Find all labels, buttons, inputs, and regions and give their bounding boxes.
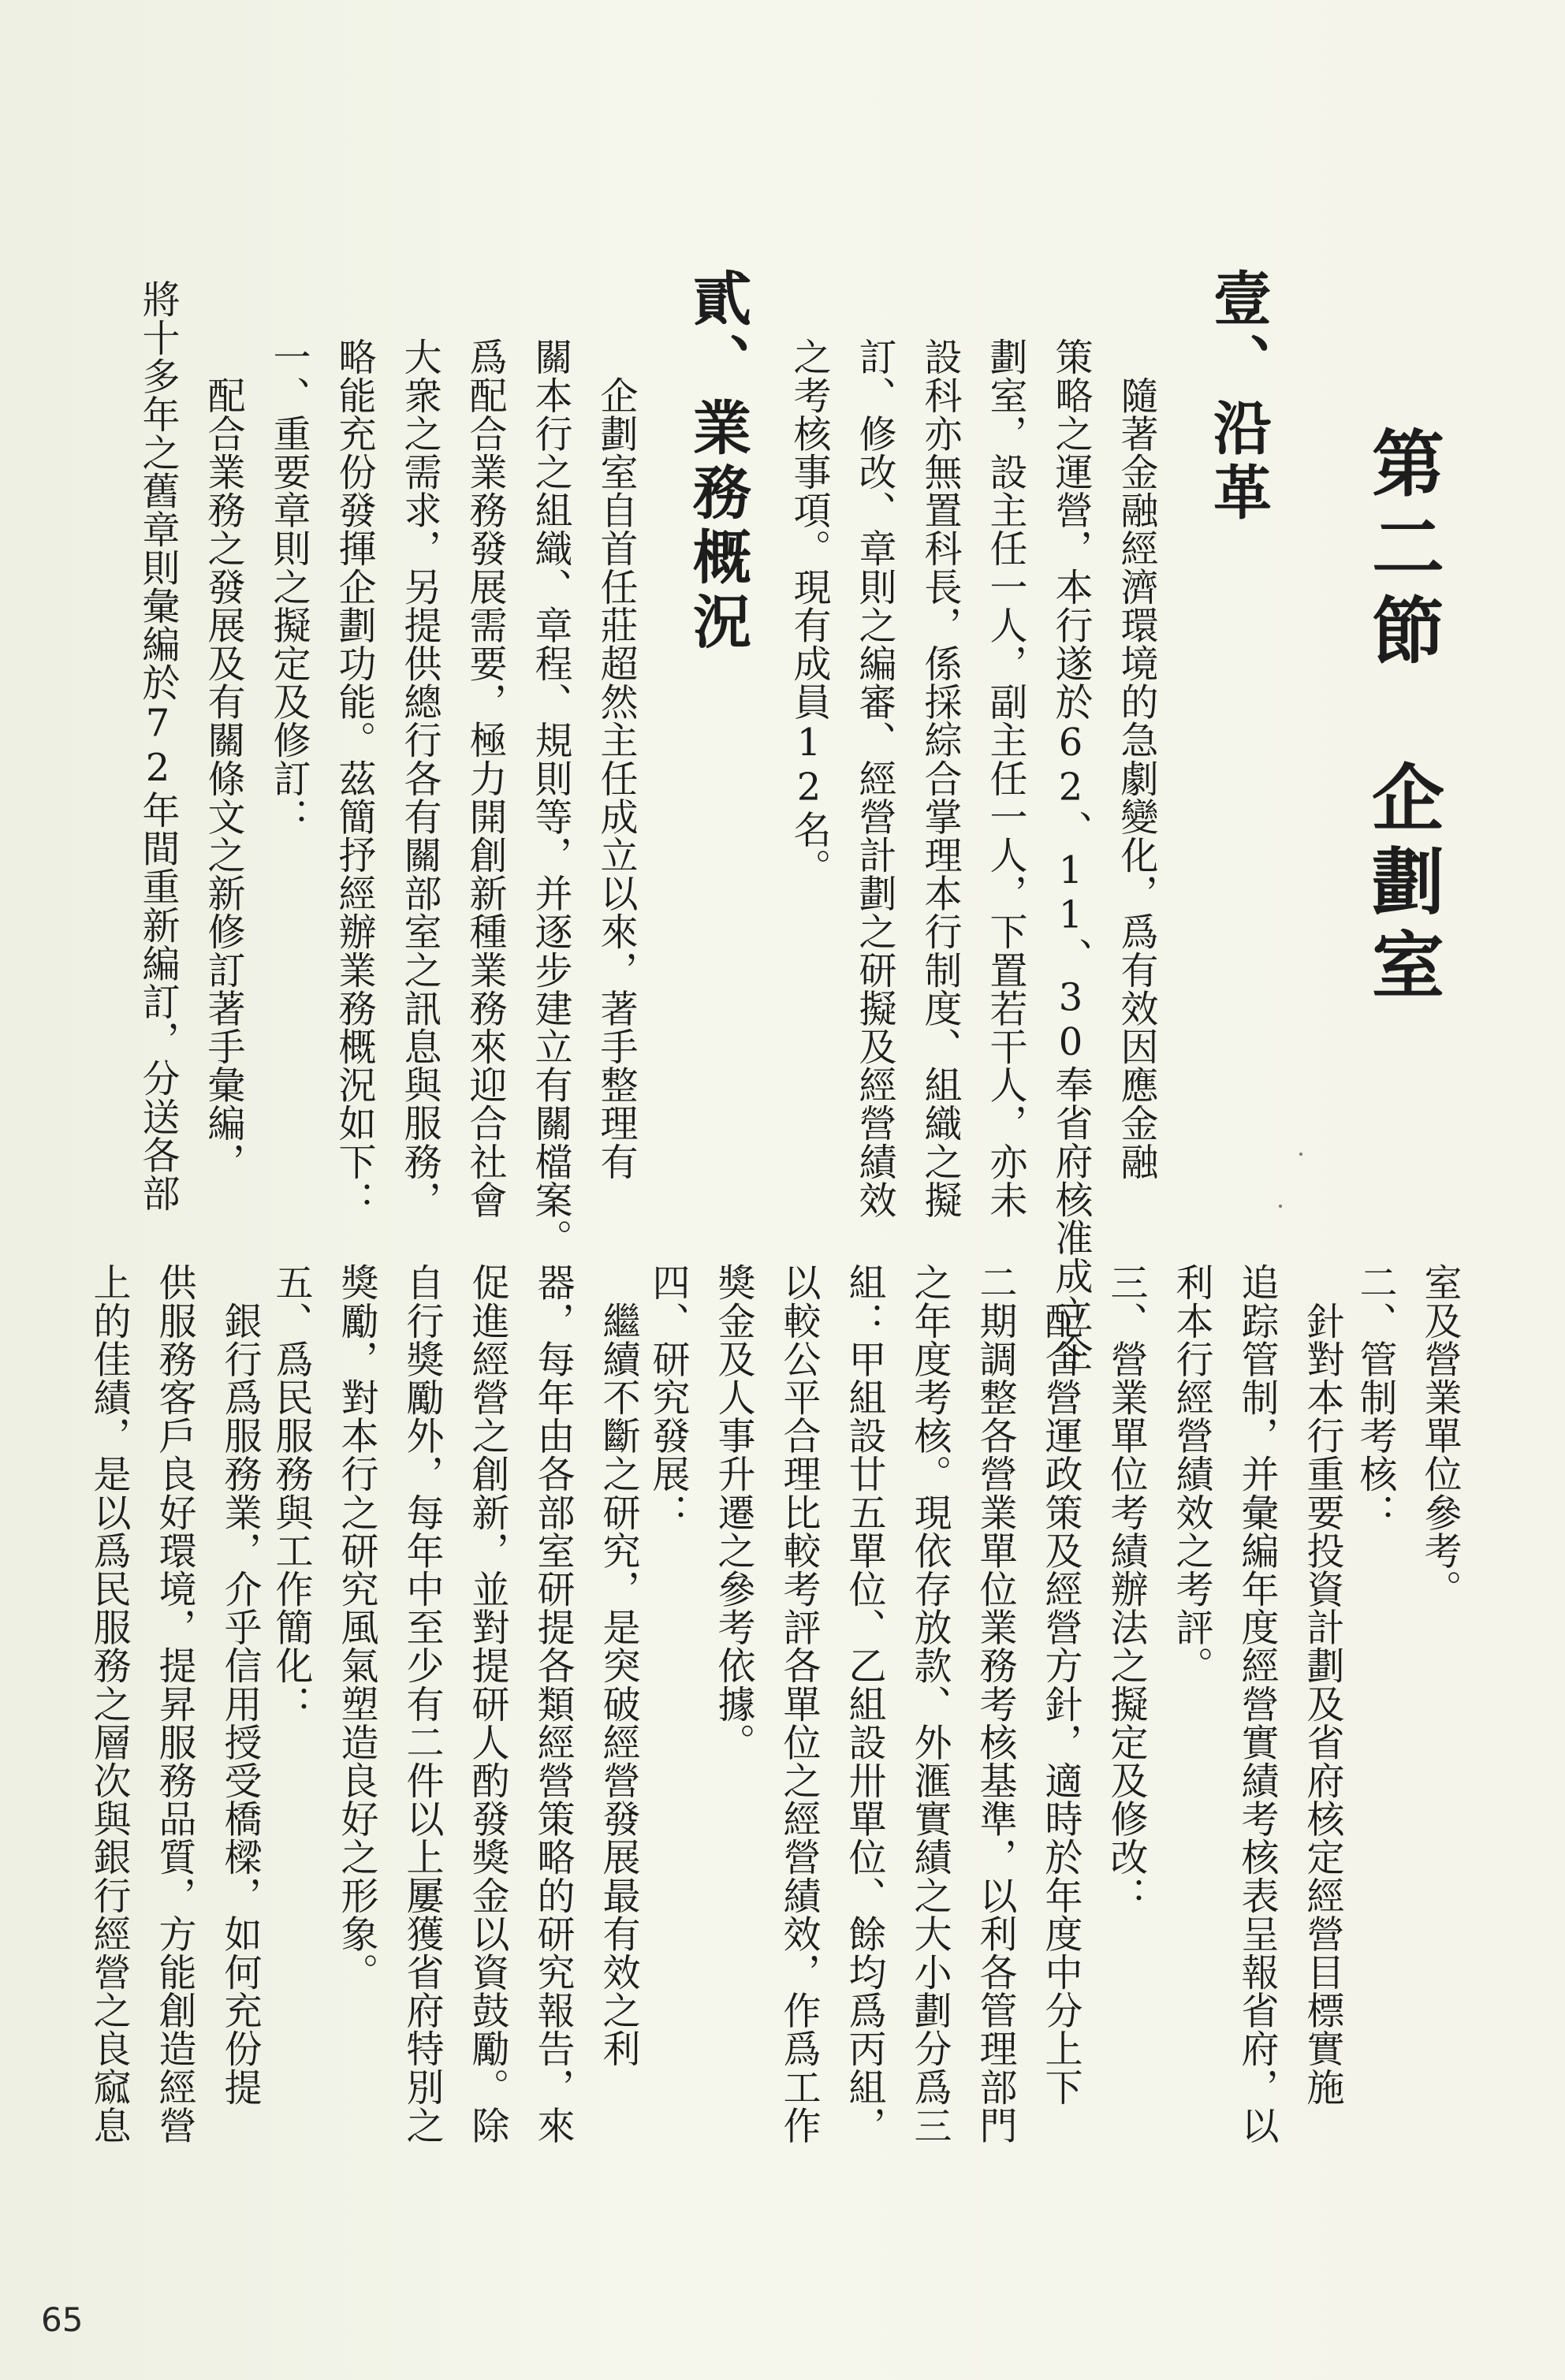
text-column: 大衆之需求，另提供總行各有關部室之訊息與服務， <box>397 337 442 1219</box>
text-column: 配合營運政策及經營方針，適時於年度中分上下 <box>1038 1263 1082 2106</box>
text-column: 四、研究發展： <box>646 1263 690 1532</box>
text-column: 自行獎勵外，每年中至少有二件以上屢獲省府特別之 <box>400 1263 444 2144</box>
text-column: 促進經營之創新，並對提研人酌發獎金以資鼓勵。除 <box>465 1263 509 2144</box>
section-heading-history: 壹、沿革 <box>1204 268 1272 527</box>
text-column: 銀行爲服務業，介乎信用授受橋樑，如何充份提 <box>218 1263 262 2106</box>
text-column: 獎勵，對本行之研究風氣塑造良好之形象。 <box>334 1263 378 1991</box>
text-column: 企劃室自首任莊超然主任成立以來，著手整理有 <box>594 337 638 1181</box>
text-column: 組：甲組設廿五單位、乙組設卅單位、餘均爲丙組， <box>842 1263 886 2144</box>
text-column: 略能充份發揮企劃功能。茲簡抒經辦業務概況如下： <box>332 337 376 1219</box>
text-column: 之考核事項。現有成員12名。 <box>787 337 831 887</box>
text-column: 上的佳績，是以爲民服務之層次與銀行經營之良窳息 <box>87 1263 131 2144</box>
text-column: 訂、修改、章則之編審、經營計劃之研擬及經營績效 <box>852 337 896 1219</box>
text-column: 繼續不斷之研究，是突破經營發展最有效之利 <box>596 1263 640 2068</box>
text-column: 配合業務之發展及有關條文之新修訂著手彙編， <box>201 337 245 1181</box>
text-column: 劃室，設主任一人，副主任一人，下置若干人，亦未 <box>983 337 1027 1219</box>
text-column: 以較公平合理比較考評各單位之經營績效，作爲工作 <box>777 1263 821 2144</box>
text-column: 二、管制考核： <box>1353 1263 1397 1532</box>
page-title: 第二節 企劃室 <box>1360 426 1444 1011</box>
text-column: 策略之運營，本行遂於62、11、30奉省府核准成立企 <box>1049 337 1093 1372</box>
text-column: 器，每年由各部室研提各類經營策略的研究報告，來 <box>531 1263 575 2144</box>
text-column: 三、營業單位考績辦法之擬定及修改： <box>1104 1263 1148 1915</box>
print-speck <box>1299 1153 1302 1156</box>
text-column: 將十多年之舊章則彙編於72年間重新編訂，分送各部 <box>136 280 180 1212</box>
text-column: 隨著金融經濟環境的急劇變化，爲有效因應金融 <box>1114 337 1158 1181</box>
text-column: 設科亦無置科長，係採綜合掌理本行制度、組織之擬 <box>918 337 962 1219</box>
text-column: 二期調整各營業單位業務考核基準，以利各管理部門 <box>973 1263 1017 2144</box>
section-heading-business: 貳、業務概況 <box>684 268 751 656</box>
text-column: 追踪管制，并彙編年度經營實績考核表呈報省府，以 <box>1235 1263 1279 2144</box>
text-column: 爲配合業務發展需要，極力開創新種業務來迎合社會 <box>463 337 507 1219</box>
text-column: 關本行之組織、章程、規則等，并逐步建立有關檔案。 <box>528 337 572 1257</box>
text-column: 一、重要章則之擬定及修訂： <box>266 337 311 836</box>
text-column: 五、爲民服務與工作簡化： <box>269 1263 313 1723</box>
text-column: 針對本行重要投資計劃及省府核定經營目標實施 <box>1300 1263 1344 2106</box>
print-speck <box>1279 1205 1282 1208</box>
text-column: 供服務客戶良好環境，提昇服務品質，方能創造經營 <box>152 1263 196 2144</box>
text-column: 利本行經營績效之考評。 <box>1169 1263 1213 1685</box>
text-column: 室及營業單位參考。 <box>1418 1263 1462 1608</box>
text-column: 獎金及人事升遷之參考依據。 <box>711 1263 755 1761</box>
page-number: 65 <box>41 2300 84 2339</box>
text-column: 之年度考核。現依存放款、外滙實績之大小劃分爲三 <box>907 1263 952 2144</box>
